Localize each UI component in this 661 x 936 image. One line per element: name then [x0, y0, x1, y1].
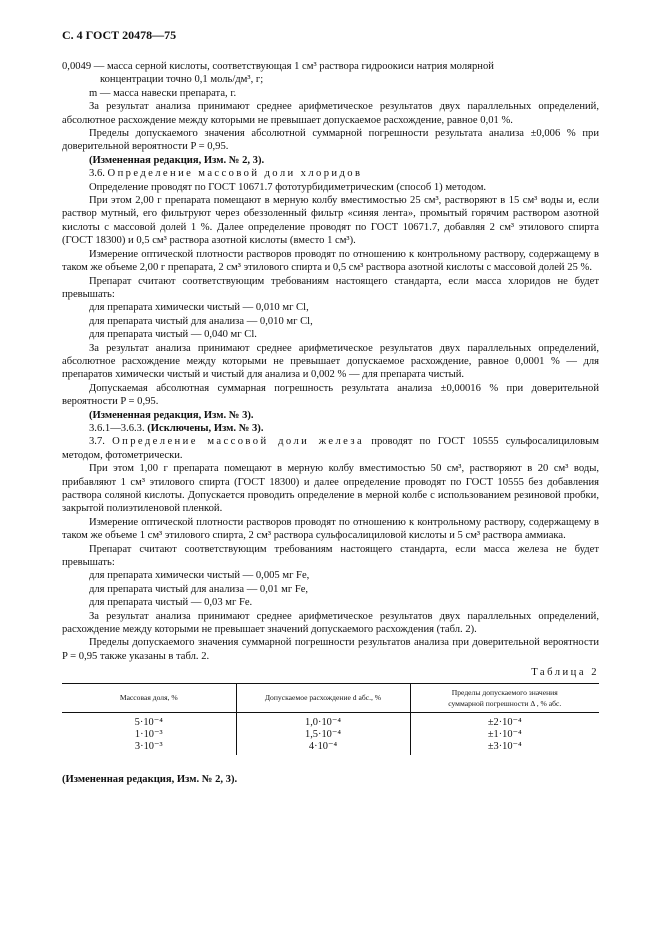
limit-item: для препарата химически чистый — 0,010 мг Cl, — [89, 302, 309, 314]
table-caption: Таблица 2 — [531, 667, 599, 679]
section-3-6-heading — [62, 167, 599, 180]
paragraph-requirement: Препарат считают соответствующим требованиям настоящего стандарта, если масса хлоридов не будет превышать: — [62, 275, 599, 300]
limit-item: для препарата чистый — 0,040 мг Cl. — [89, 329, 257, 341]
table-header-allowed-difference: Допускаемое расхождение d абс., % — [236, 683, 410, 712]
paragraph-error-limit: Допускаемая абсолютная суммарная погрешность результата анализа ±0,00016 % при доверительной вероятности P = 0,95. — [62, 382, 599, 408]
paragraph-optical-density: Измерение оптической плотности растворов проводят по отношению к контрольному раствору, содержащему в таком же объеме 2,00 г препарата, 2 см³ этилового спирта и 0,5 см³ раствора азотной кислоты с массовой долей 25 %. — [62, 248, 599, 274]
cell-allowed-difference: 1,0·10⁻⁴ — [236, 712, 410, 729]
paragraph-result-rule: За результат анализа принимают среднее арифметическое результатов двух параллельных определений, расхождение между которыми не превышает значений допускаемого расхождения (табл. 2). — [62, 610, 599, 636]
table-header-error-limits: Пределы допускаемого значения суммарной погрешности Δ , % абс. — [410, 683, 599, 712]
page-header: С. 4 ГОСТ 20478—75 — [62, 28, 177, 42]
clause-range: 3.6.1—3.6.3. — [89, 422, 145, 434]
paragraph-optical-density: Измерение оптической плотности растворов проводят по отношению к контрольному раствору, содержащему в таком же объеме 1 см³ этилового спирта, 2 см³ раствора сульфосалициловой кислоты и 5 см³ раствора аммиака. — [62, 516, 599, 542]
excluded-note: (Исключены, Изм. № 3). — [147, 422, 264, 434]
table-row — [62, 712, 599, 729]
paragraph-procedure: При этом 1,00 г препарата помещают в мерную колбу вместимостью 50 см³, растворяют в 20 см³ воды, прибавляют 1 см³ этилового спирта (ГОСТ 18300) и далее определение проводят по ГОСТ 10555 без добавления раствора соляной кислоты. Допускается проводить определение в мерной колбе с использованием резиновой пробки, закрытой полиэтиленовой пленкой. — [62, 463, 599, 515]
document-page — [62, 28, 599, 787]
section-number: 3.6. — [89, 168, 105, 180]
table-header-mass-fraction: Массовая доля, % — [62, 683, 236, 712]
tolerance-table — [62, 683, 599, 756]
paragraph-result-rule: За результат анализа принимают среднее арифметическое результатов двух параллельных определений, абсолютное расхождение между которыми не превышает допускаемое расхождение, равное 0,01 %. — [62, 101, 599, 126]
table-header-row — [62, 683, 599, 712]
cell-allowed-difference: 4·10⁻⁴ — [236, 741, 410, 755]
limit-item: для препарата чистый для анализа — 0,010 мг Cl, — [89, 315, 313, 327]
revision-note: (Измененная редакция, Изм. № 2, 3). — [62, 774, 238, 786]
cell-mass-fraction: 3·10⁻³ — [134, 741, 163, 753]
limit-item: для препарата химически чистый — 0,005 мг Fe, — [89, 570, 310, 582]
cell-allowed-difference: 1,5·10⁻⁴ — [236, 729, 410, 741]
limit-item: для препарата чистый для анализа — 0,01 мг Fe, — [89, 583, 309, 595]
paragraph-result-rule: За результат анализа принимают среднее арифметическое результатов двух параллельных определений, абсолютное расхождение между которыми не превышает допускаемое расхождение, равное 0,0001 % — для препаратов химически чистый и чистый для анализа и 0,002 % — для препарата чистый. — [62, 342, 599, 381]
section-title: Определение массовой доли железа — [112, 436, 365, 448]
revision-note: (Измененная редакция, Изм. № 3). — [89, 409, 254, 421]
section-3-7-heading — [62, 435, 599, 462]
paragraph-requirement: Препарат считают соответствующим требованиям настоящего стандарта, если масса железа не будет превышать: — [62, 543, 599, 569]
table-row — [62, 741, 599, 755]
revision-note: (Измененная редакция, Изм. № 2, 3). — [89, 154, 265, 166]
paragraph-error-limit: Пределы допускаемого значения абсолютной суммарной погрешности результата анализа ±0,006 % при доверительной вероятности P = 0,95. — [62, 128, 599, 153]
formula-legend-line: 0,0049 — масса серной кислоты, соответствующая 1 см³ раствора гидроокиси натрия молярной — [62, 61, 494, 72]
cell-error-limit: ±1·10⁻⁴ — [410, 729, 599, 741]
limit-item: для препарата чистый — 0,03 мг Fe. — [89, 597, 253, 609]
paragraph-procedure: При этом 2,00 г препарата помещают в мерную колбу вместимостью 25 см³, растворяют в 15 см³ воды и, если раствор мутный, его фильтруют через обеззоленный фильтр «синяя лента», промытый горячим раствором азотной кислоты с массовой долей 1 %. Далее определение проводят по ГОСТ 10671.7, добавляя 2 см³ этилового спирта (ГОСТ 18300) и 0,5 см³ раствора азотной кислоты (вместо 1 см³). — [62, 195, 599, 247]
cell-mass-fraction: 1·10⁻³ — [134, 728, 163, 740]
section-number: 3.7. — [89, 436, 105, 448]
cell-error-limit: ±2·10⁻⁴ — [410, 712, 599, 729]
cell-error-limit: ±3·10⁻⁴ — [410, 741, 599, 755]
paragraph-method: Определение проводят по ГОСТ 10671.7 фототурбидиметрическим (способ 1) методом. — [89, 181, 487, 193]
section-heading-text: проводят по ГОСТ 10555 сульфосалициловым методом, фотометрически. — [62, 436, 600, 461]
section-title: Определение массовой доли хлоридов — [107, 168, 363, 180]
table-row — [62, 729, 599, 741]
cell-mass-fraction: 5·10⁻⁴ — [134, 716, 163, 728]
formula-legend-mass: m — масса навески препарата, г. — [89, 87, 237, 99]
excluded-clauses — [62, 422, 599, 435]
paragraph-error-limit: Пределы допускаемого значения суммарной погрешности результатов анализа при доверительной вероятности P = 0,95 также указаны в табл. 2. — [62, 637, 599, 662]
formula-legend-continuation: концентрации точно 0,1 моль/дм³, г; — [100, 74, 264, 86]
